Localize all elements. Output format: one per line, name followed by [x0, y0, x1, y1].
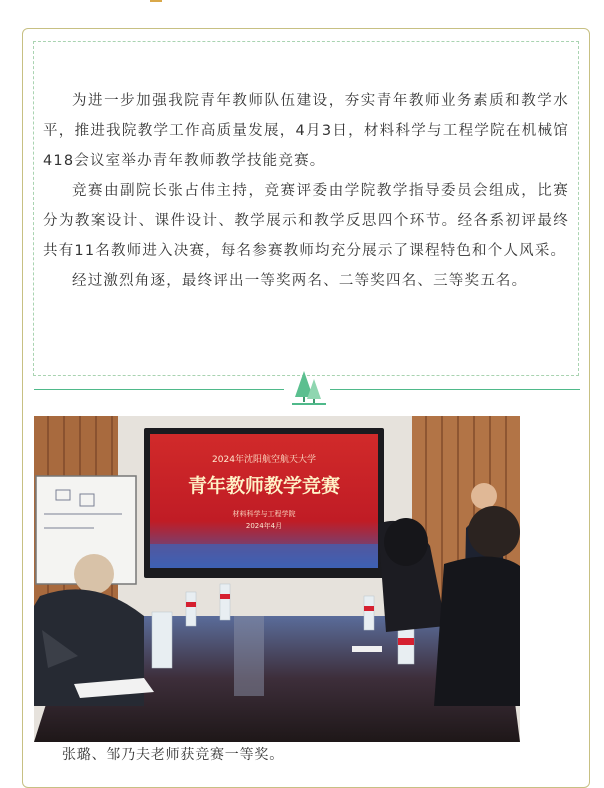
divider-line-right — [330, 389, 580, 390]
pine-trees-icon — [292, 369, 326, 405]
screen-date: 2024年4月 — [245, 522, 283, 530]
screen-title: 青年教师教学竞赛 — [187, 475, 341, 497]
paragraph-process: 竞赛由副院长张占伟主持，竞赛评委由学院教学指导委员会组成，比赛分为教案设计、课件设计、教学展示和教学反思四个环节。经各系初评最终共有11名教师进入决赛，每名参赛教师均充分展示了课程特色和个人风采。 — [43, 183, 569, 259]
section-divider — [34, 365, 580, 405]
meeting-room-scene — [34, 416, 520, 742]
competition-photo — [34, 416, 520, 742]
paragraph-intro: 为进一步加强我院青年教师队伍建设，夯实青年教师业务素质和教学水平，推进我院教学工作高质量发展，4月3日，材料科学与工程学院在机械馆418会议室举办青年教师教学技能竞赛。 — [43, 93, 569, 169]
screen-line1: 2024年沈阳航空航天大学 — [212, 455, 316, 465]
photo-caption: 张璐、邹乃夫老师获竞赛一等奖。 — [62, 747, 284, 763]
divider-line-left — [34, 389, 284, 390]
top-accent-mark — [150, 0, 162, 2]
paragraph-result: 经过激烈角逐，最终评出一等奖两名、二等奖四名、三等奖五名。 — [72, 273, 528, 289]
article-body — [43, 86, 569, 296]
screen-school: 材料科学与工程学院 — [232, 510, 296, 518]
